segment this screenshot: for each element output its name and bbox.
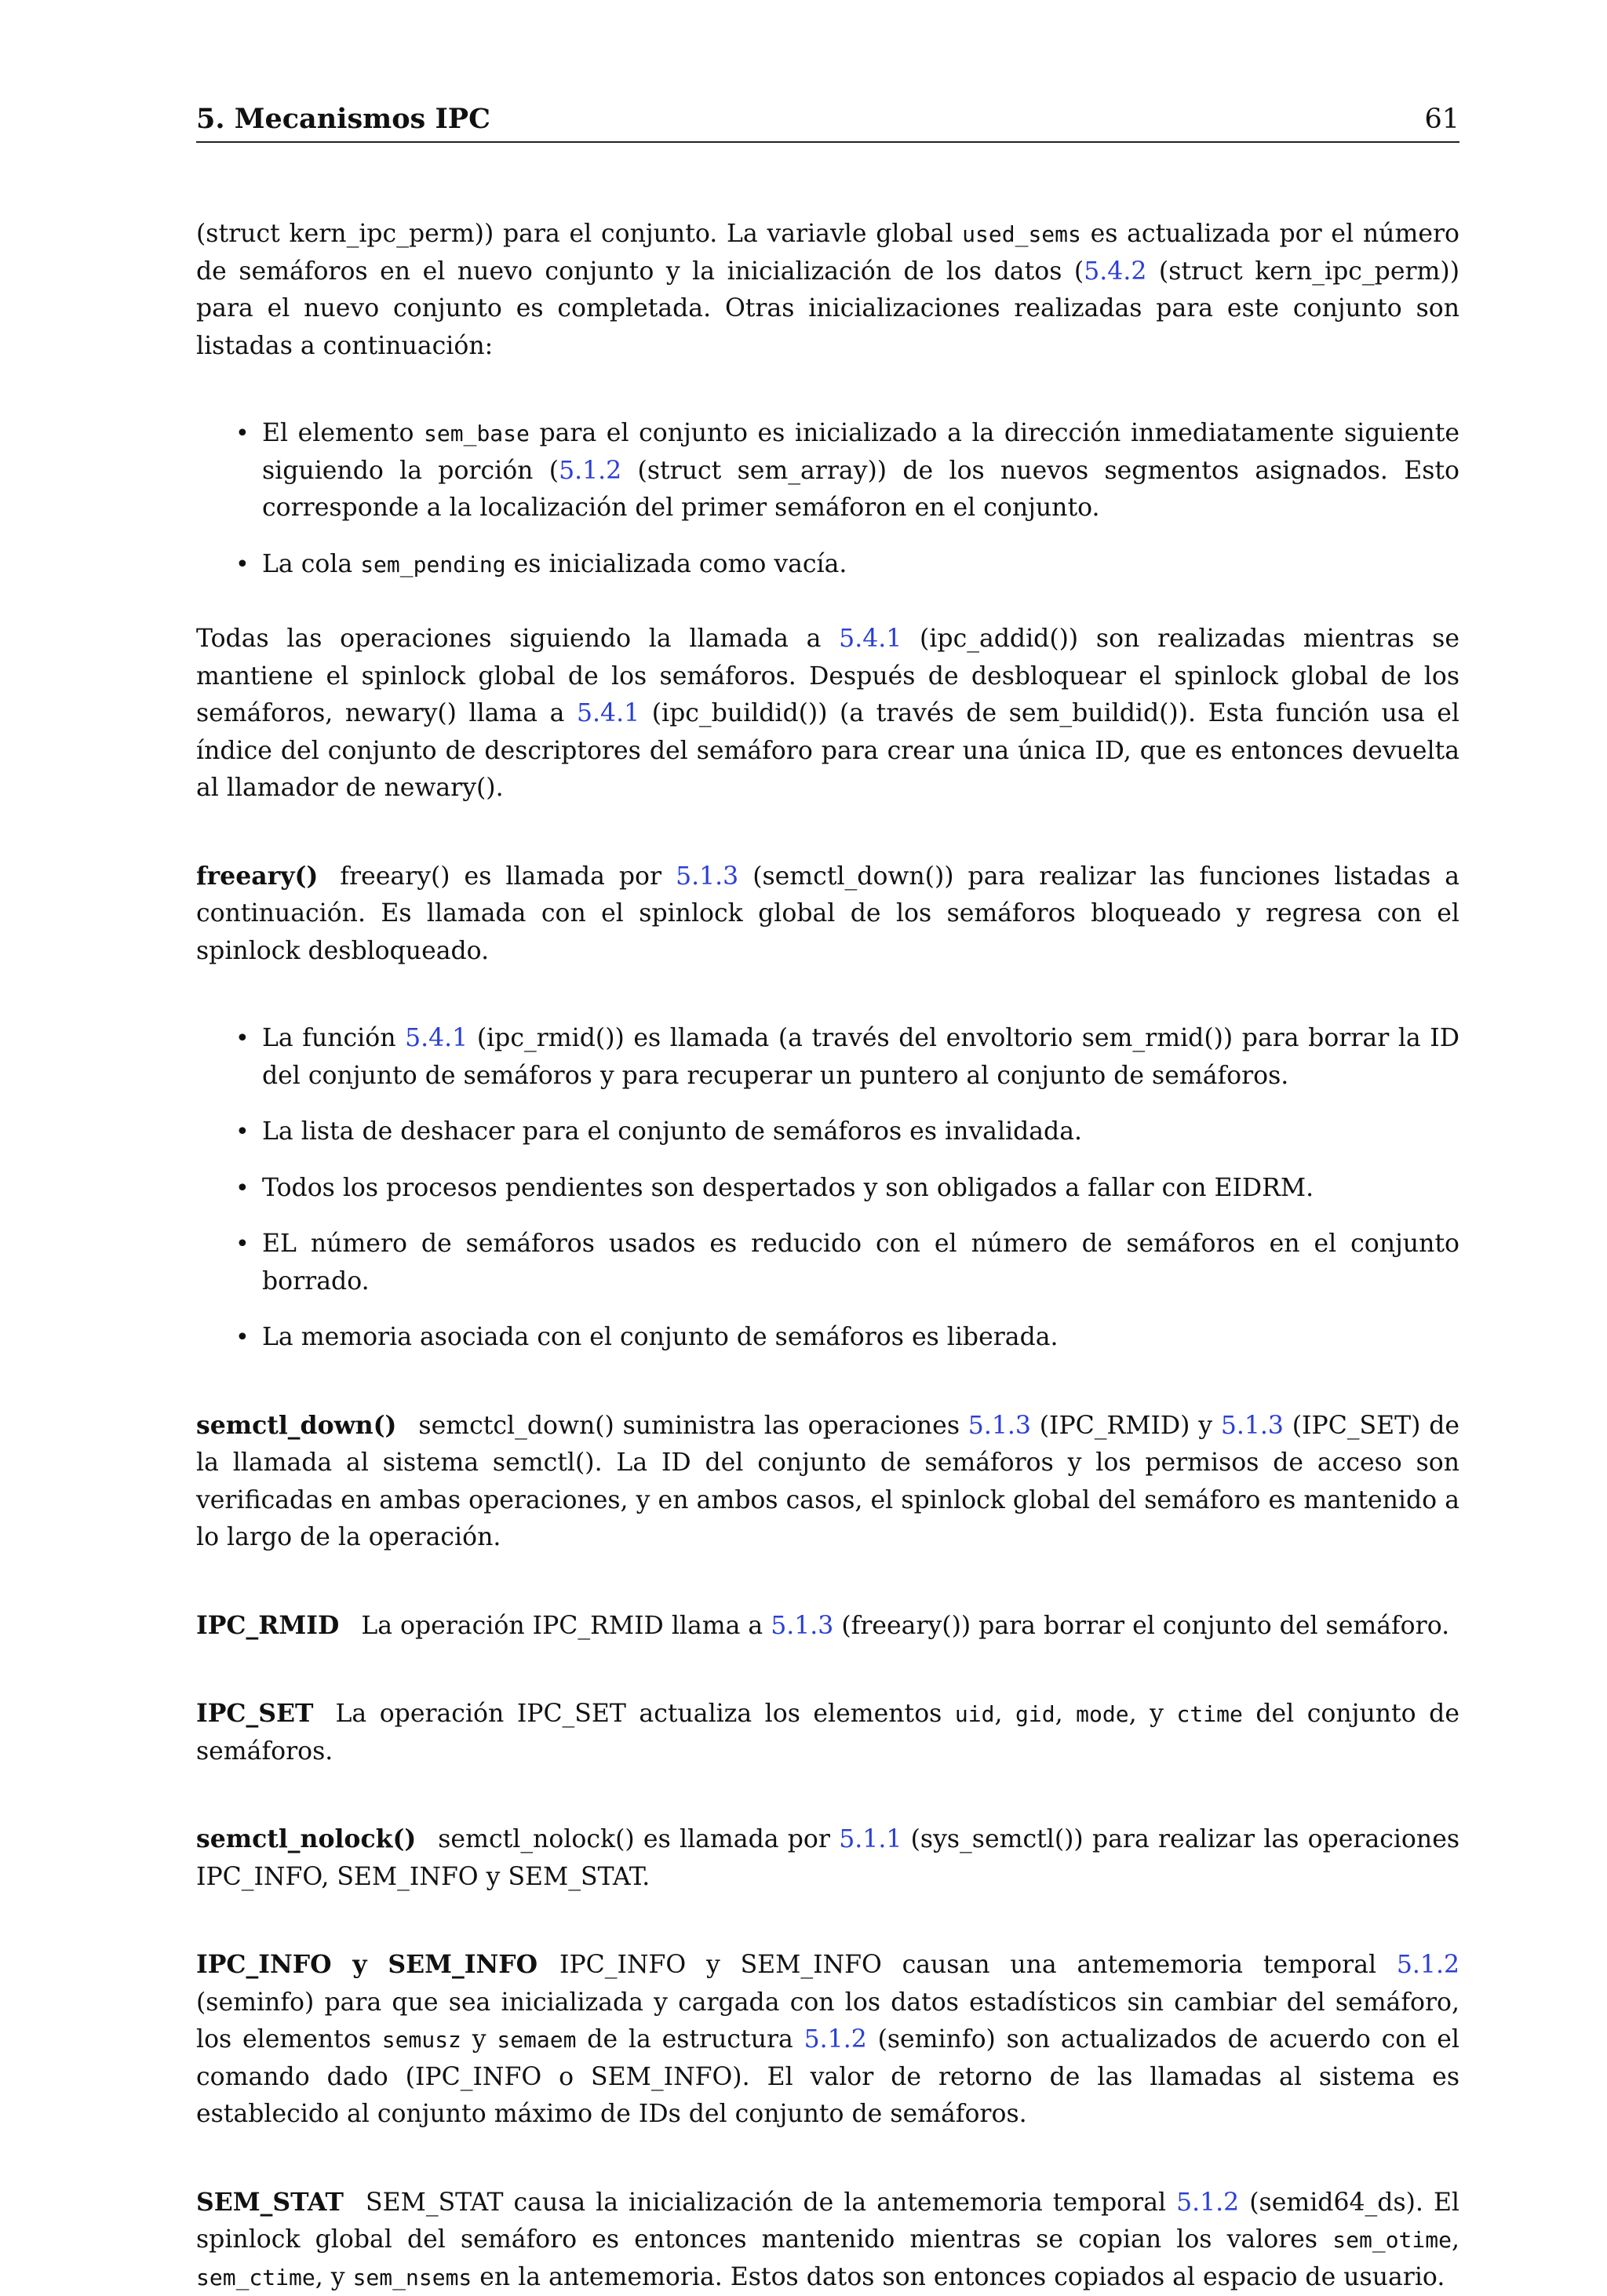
list-item: [196, 1113, 1459, 1151]
text: (semctl_down()) para realizar las funciones listadas a continuación. Es llamada con el spinlock global de los semáforos bloqueado y regresa con el spinlock desbloqueado.: [196, 862, 1459, 965]
bullet: •: [235, 1170, 250, 1208]
text: La lista de deshacer para el conjunto de semáforos es invalidada.: [262, 1117, 1082, 1146]
text: es inicializada como vacía.: [506, 550, 847, 578]
text: en la antememoria. Estos datos son entonces copiados al espacio de usuario.: [472, 2263, 1445, 2291]
page-number: 61: [1424, 104, 1459, 135]
bullet: •: [235, 546, 250, 584]
code-sem-otime: sem_otime: [1332, 2227, 1452, 2253]
text: Todas las operaciones siguiendo la llamada a: [196, 625, 839, 653]
text: Todos los procesos pendientes son despertados y son obligados a fallar con EIDRM.: [262, 1174, 1314, 1202]
list-item: [196, 1226, 1459, 1300]
text: (ipc_addid()) son realizadas mientras se mantiene el spinlock global de los semáforos. Después de desbloquear el spinlock global de los semáforos, newary() llama a: [196, 625, 1459, 727]
text: freeary() es llamada por: [340, 862, 676, 891]
code-sem-nsems: sem_nsems: [353, 2265, 472, 2291]
text: El elemento: [262, 419, 424, 447]
text: (seminfo) para que sea inicializada y cargada con los datos estadísticos sin cambiar del semáforo, los elementos: [196, 1988, 1459, 2054]
page-body: [196, 216, 1459, 2296]
bullet: •: [235, 1319, 250, 1357]
text: La operación IPC_SET actualiza los elementos: [335, 1700, 954, 1728]
code-semaem: semaem: [497, 2027, 576, 2053]
ref-link[interactable]: 5.4.2: [1084, 257, 1146, 286]
text: de la estructura: [577, 2025, 804, 2054]
ref-link[interactable]: 5.1.3: [676, 862, 738, 891]
list-item: [196, 415, 1459, 527]
list-item: [196, 546, 1459, 584]
code-sem-base: sem_base: [424, 421, 530, 446]
section-sem-stat: [196, 2184, 1459, 2296]
text: para el conjunto es inicializado a la dirección inmediatamente siguiente siguiendo la porción (: [262, 419, 1459, 485]
heading-ipc-info: IPC_INFO y SEM_INFO: [196, 1950, 537, 1979]
heading-freeary: freeary(): [196, 862, 318, 891]
heading-ipc-set: IPC_SET: [196, 1699, 313, 1728]
text: (ipc_buildid()) (a través de sem_buildid()). Esta función usa el índice del conjunto de descriptores del semáforo para crear una única ID, que es entonces devuelta al llamador de newary().: [196, 699, 1459, 802]
text: (sys_semctl()) para realizar las operaciones IPC_INFO, SEM_INFO y SEM_STAT.: [196, 1825, 1459, 1891]
text: (IPC_SET) de la llamada al sistema semctl(). La ID del conjunto de semáforos y los permisos de acceso son verificadas en ambas operaciones, y en ambos casos, el spinlock global del semáforo es mantenido a lo largo de la operación.: [196, 1412, 1459, 1552]
heading-semctl-down: semctl_down(): [196, 1411, 396, 1440]
text: La memoria asociada con el conjunto de semáforos es liberada.: [262, 1323, 1059, 1351]
bullet: •: [235, 415, 250, 453]
text: IPC_INFO y SEM_INFO causan una antememoria temporal: [559, 1951, 1397, 1979]
list-item: [196, 1170, 1459, 1208]
code-used-sems: used_sems: [962, 221, 1081, 247]
code-sem-ctime: sem_ctime: [196, 2265, 315, 2291]
heading-semctl-nolock: semctl_nolock(): [196, 1824, 416, 1853]
heading-ipc-rmid: IPC_RMID: [196, 1611, 339, 1640]
text: SEM_STAT causa la inicialización de la antememoria temporal: [366, 2188, 1176, 2217]
text: ,: [994, 1700, 1015, 1728]
section-ipc-set: [196, 1695, 1459, 1770]
ref-link[interactable]: 5.4.1: [405, 1024, 468, 1052]
code-gid: gid: [1015, 1701, 1055, 1727]
code-semusz: semusz: [382, 2027, 461, 2053]
ref-link[interactable]: 5.1.2: [804, 2025, 867, 2054]
chapter-title: 5. Mecanismos IPC: [196, 103, 490, 135]
ref-link[interactable]: 5.1.2: [559, 457, 621, 485]
section-semctl-down: [196, 1407, 1459, 1557]
section-ipc-rmid: [196, 1607, 1459, 1645]
text: La operación IPC_RMID llama a: [361, 1612, 771, 1640]
text: , y: [1129, 1700, 1177, 1728]
text: (freeary()) para borrar el conjunto del semáforo.: [833, 1612, 1449, 1640]
ref-link[interactable]: 5.4.1: [577, 699, 640, 727]
list-item: [196, 1319, 1459, 1357]
text: (ipc_rmid()) es llamada (a través del envoltorio sem_rmid()) para borrar la ID del conjunto de semáforos y para recuperar un puntero al conjunto de semáforos.: [262, 1024, 1459, 1090]
paragraph-operations: [196, 621, 1459, 807]
heading-sem-stat: SEM_STAT: [196, 2188, 344, 2217]
ref-link[interactable]: 5.1.3: [968, 1412, 1031, 1440]
freeary-list: [196, 1020, 1459, 1357]
text: ,: [1452, 2225, 1459, 2254]
text: (struct sem_array)) de los nuevos segmentos asignados. Esto corresponde a la localización del primer semáforon en el conjunto.: [262, 457, 1459, 523]
section-semctl-nolock: [196, 1820, 1459, 1896]
section-freeary: [196, 858, 1459, 971]
running-header: [196, 104, 1459, 143]
ref-link[interactable]: 5.1.3: [1221, 1412, 1284, 1440]
text: (IPC_RMID) y: [1031, 1412, 1221, 1440]
text: (struct kern_ipc_perm)) para el conjunto. La variavle global: [196, 220, 962, 248]
text: (seminfo) son actualizados de acuerdo con el comando dado (IPC_INFO o SEM_INFO). El valor de retorno de las llamadas al sistema es establecido al conjunto máximo de IDs del conjunto de semáforos.: [196, 2025, 1459, 2128]
ref-link[interactable]: 5.1.2: [1176, 2188, 1239, 2217]
text: EL número de semáforos usados es reducido con el número de semáforos en el conjunto borrado.: [262, 1230, 1459, 1296]
init-list: [196, 415, 1459, 583]
text: (semid64_ds). El spinlock global del semáforo es entonces mantenido mientras se copian los valores: [196, 2188, 1459, 2254]
text: , y: [315, 2263, 353, 2291]
bullet: •: [235, 1020, 250, 1058]
code-uid: uid: [955, 1701, 995, 1727]
text: semctl_nolock() es llamada por: [438, 1825, 839, 1853]
bullet: •: [235, 1113, 250, 1151]
code-ctime: ctime: [1177, 1701, 1243, 1727]
ref-link[interactable]: 5.1.2: [1397, 1951, 1459, 1979]
text: (struct kern_ipc_perm)) para el nuevo conjunto es completada. Otras inicializaciones realizadas para este conjunto son listadas a continuación:: [196, 257, 1459, 360]
code-mode: mode: [1076, 1701, 1128, 1727]
ref-link[interactable]: 5.1.3: [771, 1612, 833, 1640]
text: semctcl_down() suministra las operaciones: [418, 1412, 967, 1440]
text: La cola: [262, 550, 360, 578]
text: del conjunto de semáforos.: [196, 1700, 1459, 1766]
bullet: •: [235, 1226, 250, 1263]
text: es actualizada por el número de semáforos en el nuevo conjunto y la inicialización de los datos (: [196, 220, 1459, 286]
text: y: [461, 2025, 497, 2054]
ref-link[interactable]: 5.1.1: [839, 1825, 902, 1853]
text: La función: [262, 1024, 405, 1052]
section-ipc-info: [196, 1946, 1459, 2134]
text: ,: [1055, 1700, 1077, 1728]
list-item: [196, 1020, 1459, 1095]
code-sem-pending: sem_pending: [360, 552, 505, 578]
ref-link[interactable]: 5.4.1: [839, 625, 902, 653]
paragraph-intro: [196, 216, 1459, 365]
